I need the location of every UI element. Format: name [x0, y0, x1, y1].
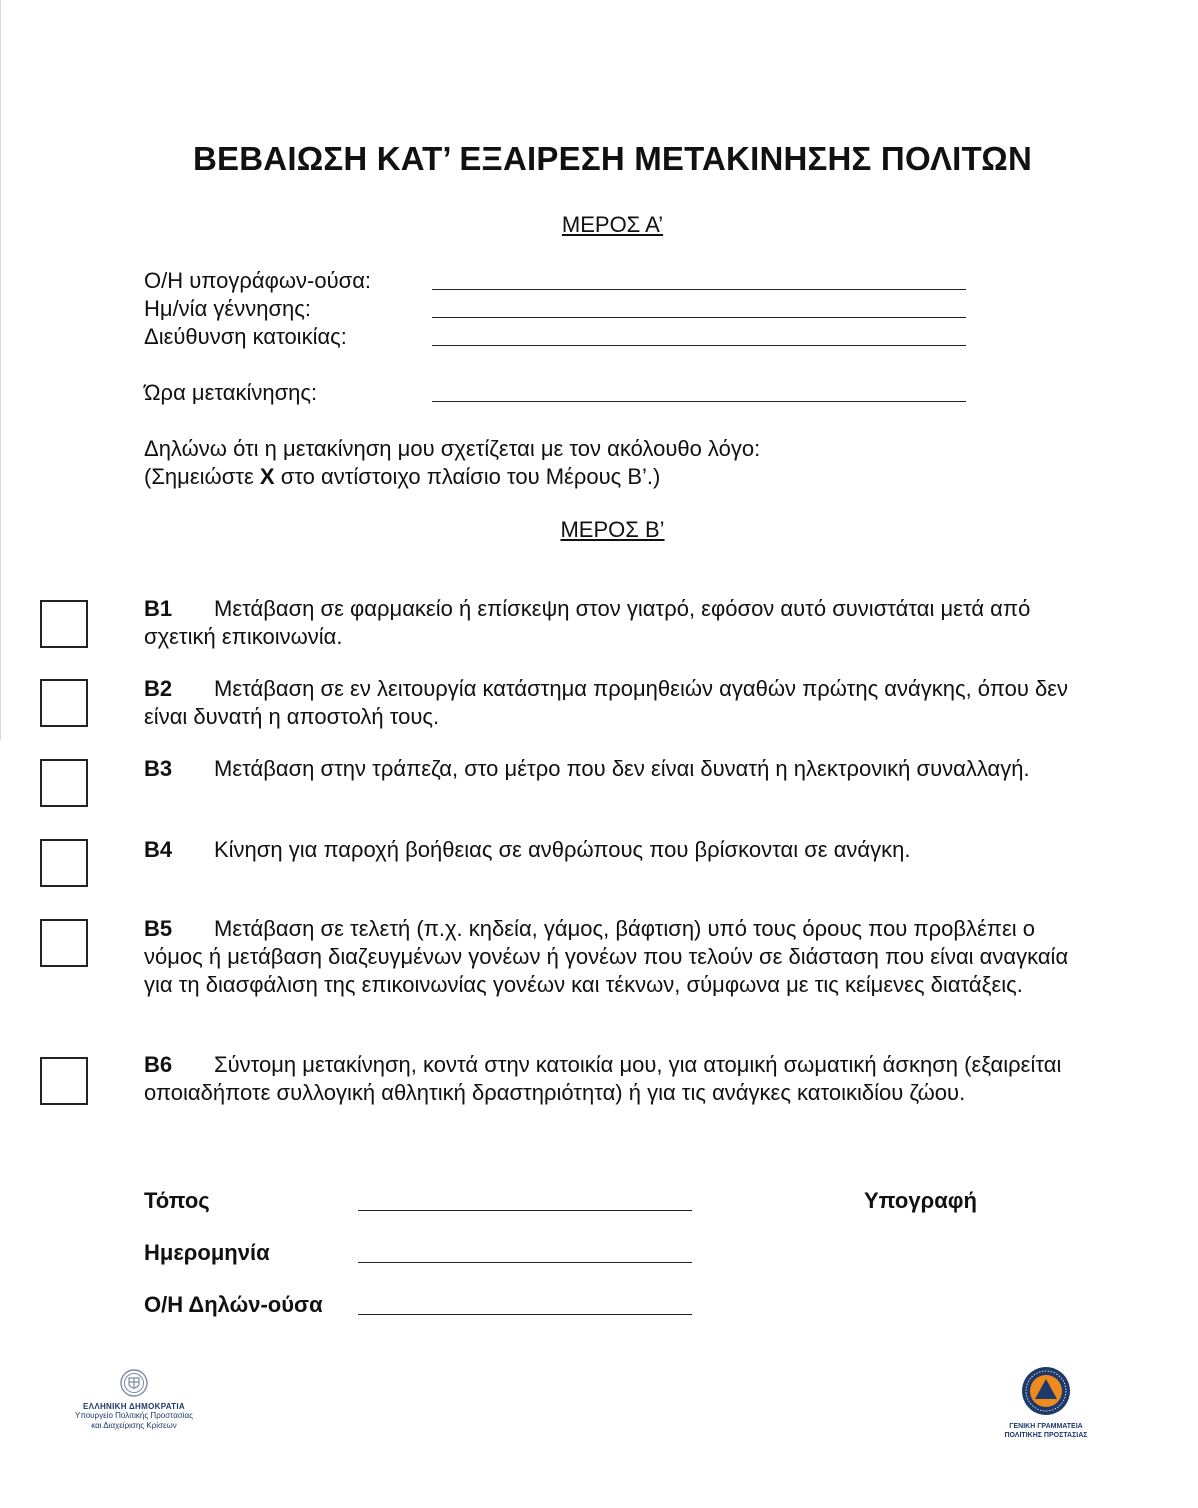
part-b-heading: ΜΕΡΟΣ Β’ [560, 517, 665, 542]
logo-text-line-1: ΕΛΛΗΝΙΚΗ ΔΗΜΟΚΡΑΤΙΑ [83, 1402, 185, 1411]
signature-label: Υπογραφή [864, 1188, 977, 1213]
reason-code: Β4 [144, 837, 173, 862]
reason-item-b4 [144, 836, 1094, 864]
reason-code: Β5 [144, 916, 173, 941]
checkbox-b5[interactable] [40, 919, 88, 967]
reason-item-b6 [144, 1051, 1094, 1107]
declaration-line-1: Δηλώνω ότι η μετακίνηση μου σχετίζεται με τον ακόλουθο λόγο: [144, 436, 761, 461]
checkbox-b3[interactable] [40, 759, 88, 807]
reason-code: Β3 [144, 756, 173, 781]
date-field[interactable] [358, 1262, 692, 1263]
page-edge [0, 0, 1, 740]
movement-time-field[interactable] [432, 401, 966, 402]
logo-text-line-3: και Διαχείρισης Κρίσεων [91, 1421, 177, 1430]
declaration-line-2 [144, 463, 660, 491]
address-field[interactable] [432, 345, 966, 346]
signatory-label: Ο/Η υπογράφων-ούσα: [144, 268, 372, 293]
signatory-field[interactable] [432, 289, 966, 290]
address-label: Διεύθυνση κατοικίας: [144, 324, 347, 349]
declaration-suffix: στο αντίστοιχο πλαίσιο του Μέρους Β’.) [274, 464, 661, 489]
reason-text: Μετάβαση σε φαρμακείο ή επίσκεψη στον γιατρό, εφόσον αυτό συνιστάται μετά από σχετική επικοινωνία. [144, 596, 1031, 649]
checkbox-b2[interactable] [40, 679, 88, 727]
reason-item-b5 [144, 915, 1094, 999]
greek-emblem-icon [120, 1368, 148, 1398]
mark-symbol: Χ [259, 464, 275, 489]
reason-text: Σύντομη μετακίνηση, κοντά στην κατοικία μου, για ατομική σωματική άσκηση (εξαιρείται οποιαδήποτε συλλογική αθλητική δραστηριότητα) ή για τις ανάγκες κατοικιδίου ζώου. [144, 1052, 1062, 1105]
declarant-label: Ο/Η Δηλών-ούσα [144, 1292, 323, 1317]
hellenic-republic-logo [70, 1368, 198, 1431]
reason-code: Β6 [144, 1052, 173, 1077]
birth-date-label: Ημ/νία γέννησης: [144, 296, 311, 321]
reason-text: Μετάβαση στην τράπεζα, στο μέτρο που δεν είναι δυνατή η ηλεκτρονική συναλλαγή. [214, 756, 1030, 781]
place-field[interactable] [358, 1210, 692, 1211]
reason-text: Μετάβαση σε εν λειτουργία κατάστημα προμηθειών αγαθών πρώτης ανάγκης, όπου δεν είναι δυνατή η αποστολή τους. [144, 676, 1069, 729]
checkbox-b1[interactable] [40, 600, 88, 648]
reason-item-b3 [144, 755, 1094, 783]
seal-text-line-1: ΓΕΝΙΚΗ ΓΡΑΜΜΑΤΕΙΑ [1009, 1423, 1083, 1430]
document-title: ΒΕΒΑΙΩΣΗ ΚΑΤ’ ΕΞΑΙΡΕΣΗ ΜΕΤΑΚΙΝΗΣΗΣ ΠΟΛΙΤΩΝ [193, 140, 1032, 177]
reason-code: Β2 [144, 676, 173, 701]
logo-text-line-2: Υπουργείο Πολιτικής Προστασίας [74, 1411, 194, 1420]
movement-time-label: Ώρα μετακίνησης: [144, 380, 318, 405]
checkbox-b4[interactable] [40, 839, 88, 887]
reason-item-b1 [144, 595, 1094, 651]
civil-protection-seal-icon [1021, 1366, 1071, 1416]
declarant-field[interactable] [358, 1314, 692, 1315]
part-a-heading: ΜΕΡΟΣ Α’ [561, 212, 664, 237]
birth-date-field[interactable] [432, 317, 966, 318]
civil-protection-logo [1000, 1366, 1092, 1440]
seal-text-line-2: ΠΟΛΙΤΙΚΗΣ ΠΡΟΣΤΑΣΙΑΣ [1004, 1432, 1088, 1439]
reason-text: Μετάβαση σε τελετή (π.χ. κηδεία, γάμος, βάφτιση) υπό τους όρους που προβλέπει ο νόμος ή μετάβαση διαζευγμένων γονέων ή γονέων που τελούν σε διάσταση που είναι αναγκαία για τη διασφάλιση της επικοινωνίας γονέων και τέκνων, σύμφωνα με τις κείμενες διατάξεις. [144, 916, 1069, 997]
checkbox-b6[interactable] [40, 1057, 88, 1105]
reason-item-b2 [144, 675, 1094, 731]
place-label: Τόπος [144, 1188, 210, 1213]
date-label: Ημερομηνία [144, 1240, 270, 1265]
reason-code: Β1 [144, 596, 173, 621]
reason-text: Κίνηση για παροχή βοήθειας σε ανθρώπους που βρίσκονται σε ανάγκη. [214, 837, 911, 862]
declaration-prefix: (Σημειώστε [144, 464, 260, 489]
